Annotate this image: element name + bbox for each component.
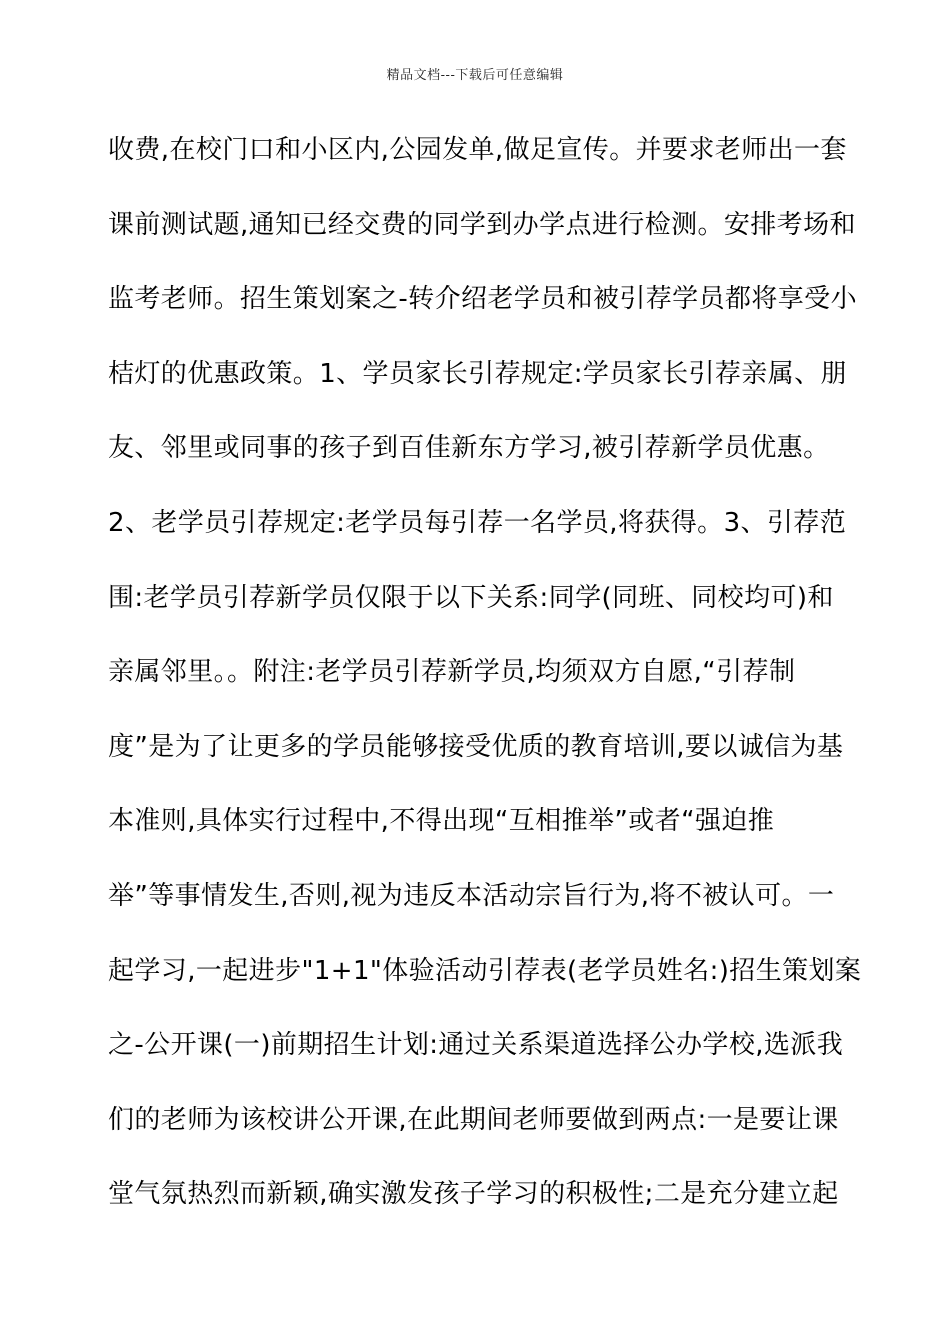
page-header: 精品文档---下载后可任意编辑 bbox=[386, 68, 564, 83]
text-line: 之-公开课(一)前期招生计划:通过关系渠道选择公办学校,选派我 bbox=[108, 1030, 844, 1061]
text-line: 起学习,一起进步"1+1"体验活动引荐表(老学员姓名:)招生策划案 bbox=[108, 955, 862, 986]
text-line: 举”等事情发生,否则,视为违反本活动宗旨行为,将不被认可。一 bbox=[108, 880, 835, 911]
text-line: 友、邻里或同事的孩子到百佳新东方学习,被引荐新学员优惠。 bbox=[108, 433, 830, 464]
text-line: 们的老师为该校讲公开课,在此期间老师要做到两点:一是要让课 bbox=[108, 1104, 839, 1135]
text-line: 收费,在校门口和小区内,公园发单,做足宣传。并要求老师出一套 bbox=[108, 135, 847, 165]
text-line: 本准则,具体实行过程中,不得出现“互相推举”或者“强迫推 bbox=[108, 806, 775, 837]
text-line: 监考老师。招生策划案之-转介绍老学员和被引荐学员都将享受小 bbox=[108, 284, 857, 315]
text-line: 课前测试题,通知已经交费的同学到办学点进行检测。安排考场和 bbox=[108, 209, 856, 240]
text-line: 亲属邻里。。附注:老学员引荐新学员,均须双方自愿,“引荐制 bbox=[108, 657, 796, 688]
text-line: 桔灯的优惠政策。1、学员家长引荐规定:学员家长引荐亲属、朋 bbox=[108, 358, 847, 389]
text-line: 堂气氛热烈而新颖,确实激发孩子学习的积极性;二是充分建立起 bbox=[108, 1179, 839, 1210]
body-text bbox=[108, 128, 862, 1247]
text-line: 2、老学员引荐规定:老学员每引荐一名学员,将获得。3、引荐范 bbox=[108, 507, 847, 538]
text-line: 围:老学员引荐新学员仅限于以下关系:同学(同班、同校均可)和 bbox=[108, 582, 834, 613]
text-line: 度”是为了让更多的学员能够接受优质的教育培训,要以诚信为基 bbox=[108, 731, 844, 762]
